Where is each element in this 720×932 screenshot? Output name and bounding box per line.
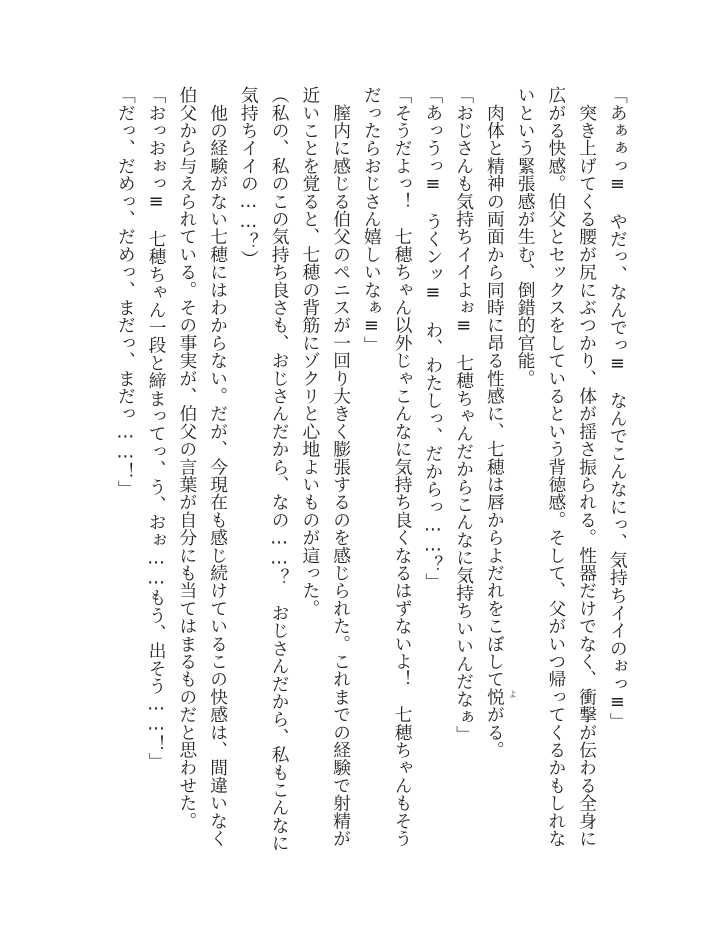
text-line-11: 近いことを覚ると、七穂の背筋にゾクリと心地よいものが這った。: [299, 86, 320, 617]
text-line-2: 突き上げてくる腰が尻にぶつかり、体が揺さ振られる。性器だけでなく、衝撃が伝わる全身に: [576, 86, 597, 848]
ruby-base: 悦: [484, 687, 505, 706]
text-line-17: 「だっ、だめっ、だめっ、まだっ、まだっ……！」: [115, 86, 136, 498]
text-segment: 肉体と精神の両面から同時に昂る性感に、七穂は唇からよだれをこぼして: [484, 86, 505, 688]
text-segment: がる。: [484, 705, 505, 759]
text-line-6: 「おじさんも気持ちイイよぉ≡ 七穂ちゃんだからこんなに気持ちいいんだなぁ」: [453, 86, 474, 744]
text-line-10: 膣内に感じる伯父のペニスが一回り大きく膨張するのを感じられた。これまでの経験で射精が: [330, 86, 351, 848]
text-line-15: 伯父から与えられている。その事実が、伯父の言葉が自分にも当てはまるものだと思わせた。: [176, 86, 197, 830]
text-line-7: 「あっうっ≡ うくンッ≡ わ、わたしっ、だからっ……？」: [422, 86, 443, 591]
vertical-text-body: [110, 86, 633, 852]
text-line-12: （私の、私のこの気持ち良さも、おじさんだから、なの……？ おじさんだから、私もこんなに: [269, 86, 290, 852]
text-line-4: いという緊張感が生む、倒錯的官能。: [515, 86, 536, 387]
ruby-reading: よ: [508, 689, 518, 698]
text-line-14: 他の経験がない七穂にはわからない。だが、今現在も感じ続けているこの快感は、間違いなく: [207, 86, 228, 848]
text-line-13: 気持ちイイの……？）: [238, 86, 259, 268]
text-line-9: だったらおじさん嬉しいなぁ≡」: [361, 86, 382, 354]
text-line-1: 「あぁぁっ≡ やだっ、なんでっ≡ なんでこんなにっ、気持ちイイのぉっ≡」: [607, 86, 628, 731]
ruby-annotated-word: [484, 687, 518, 706]
text-line-5: [479, 86, 518, 847]
text-line-3: 広がる快感。伯父とセックスをしているという背徳感。そして、父がいつ帰ってくるかもしれな: [545, 86, 566, 848]
text-line-8: 「そうだよっ！ 七穂ちゃん以外じゃこんなに気持ち良くなるはずないよ！ 七穂ちゃんもそう: [392, 86, 413, 848]
text-line-16: 「おっおぉっ≡ 七穂ちゃん一段と締まってっ、う、おぉ……もう、出そう……！」: [146, 86, 167, 771]
